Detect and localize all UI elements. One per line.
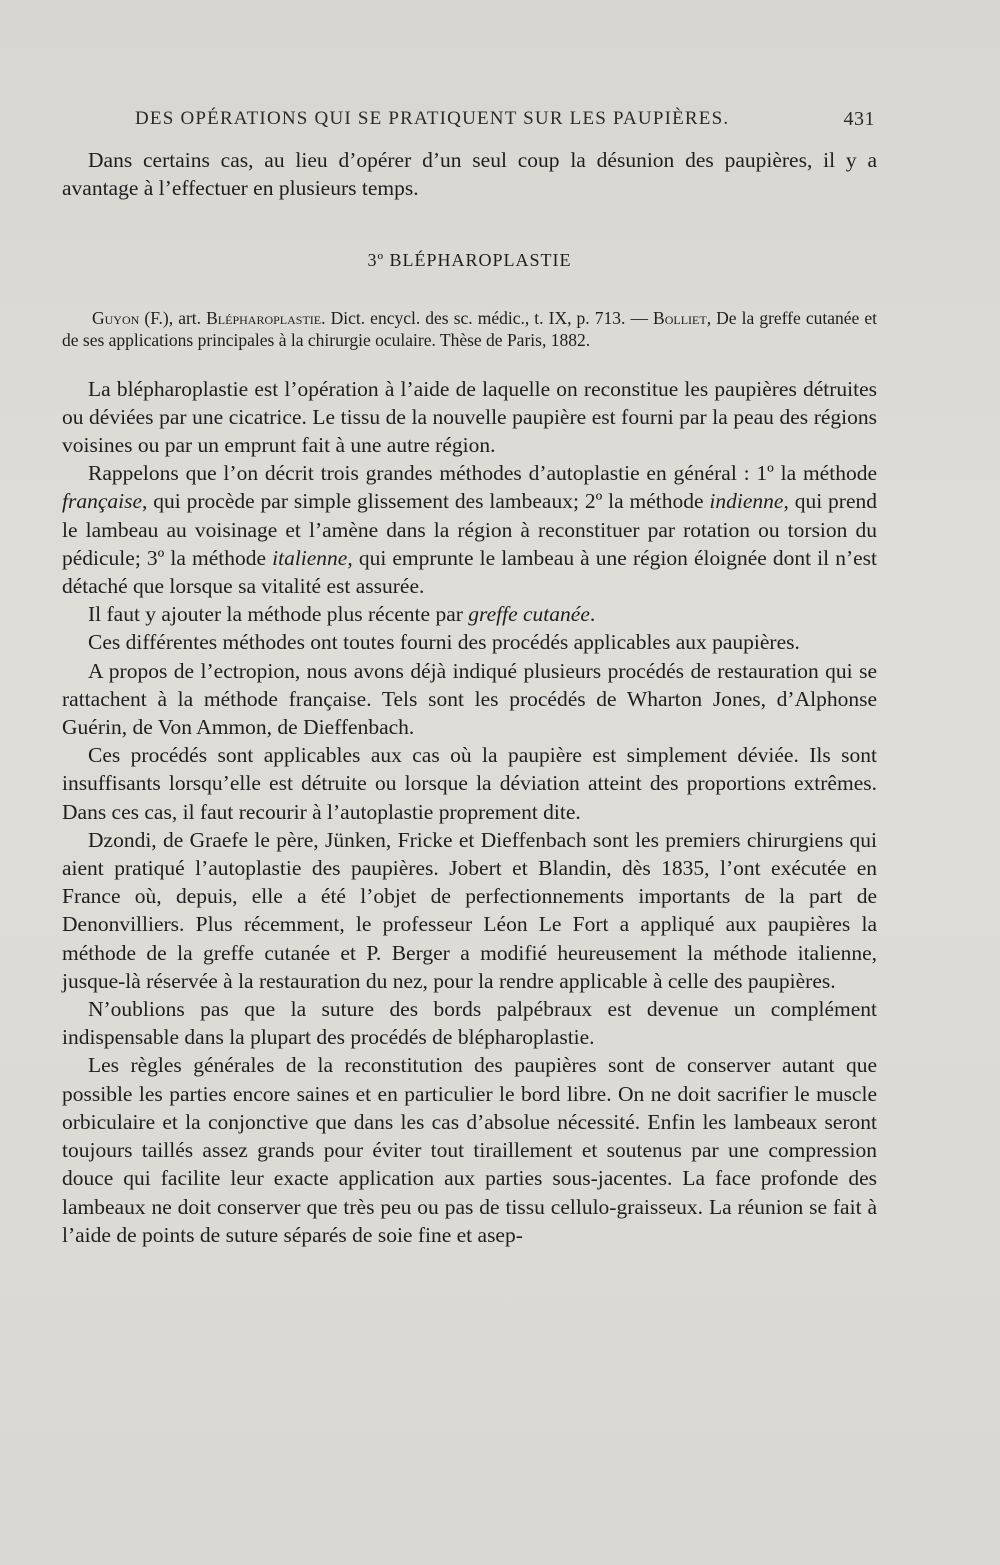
paragraph-8: N’oublions pas que la suture des bords palpébraux est devenue un complément indispensable dans la plupart des procédés de blépharoplastie.: [62, 997, 877, 1050]
body-text: [62, 146, 877, 1249]
paragraph-5: A propos de l’ectropion, nous avons déjà indiqué plusieurs procédés de restauration qui se rattachent à la méthode française. Tels sont les procédés de Wharton Jones, d’Alphonse Guérin, de Von Ammon, de Dieffenbach.: [62, 658, 877, 740]
bib-author-guyon: Guyon: [92, 307, 140, 328]
intro-paragraph: Dans certains cas, au lieu d’opérer d’un seul coup la désunion des paupières, il y a avantage à l’effectuer en plusieurs temps.: [62, 148, 877, 201]
p3-greffe: greffe cutanée: [468, 602, 590, 627]
bib-article: Blépharoplastie: [206, 307, 322, 328]
paragraph-9: Les règles générales de la reconstitution des paupières sont de conserver autant que possible les parties encore saines et en particulier le bord libre. On ne doit sacrifier le muscle orbiculaire et la conjonctive que dans les cas d’absolue nécessité. Enfin les lambeaux seront toujours taillés assez grands pour éviter tout tiraillement et soutenus par une compression douce qui facilite leur exacte application aux parties sous-jacentes. La face profonde des lambeaux ne doit conserver que très peu ou pas de tissu cellulo-graisseux. La réunion se fait à l’aide de points de suture séparés de soie fine et asep-: [62, 1053, 877, 1247]
p2-italienne: italienne: [272, 545, 348, 570]
p2-indienne: indienne: [709, 489, 784, 514]
bibliography: [62, 307, 877, 351]
p2-text-d: , qui emprunte le lambeau à une région éloignée dont il n’est détaché que lorsque sa vitalité est assurée.: [62, 545, 878, 599]
paragraph-1: La blépharoplastie est l’opération à l’aide de laquelle on reconstitue les paupières détruites ou déviées par une cicatrice. Le tissu de la nouvelle paupière est fourni par la peau des régions voisines ou par un emprunt fait à une autre région.: [62, 376, 877, 458]
bib-source: . Dict. encycl. des sc. médic., t. IX, p. 713. —: [321, 307, 654, 328]
running-title: DES OPÉRATIONS QUI SE PRATIQUENT SUR LES PAUPIÈRES.: [135, 108, 730, 129]
bib-ref1: (F.), art.: [139, 307, 207, 328]
bib-ref2: , De la greffe cutanée et de ses applications principales à la chirurgie oculaire. Thèse de Paris, 1882.: [62, 307, 877, 350]
p2-francaise: française: [62, 489, 143, 514]
p3-text-a: Il faut y ajouter la méthode plus récente par: [88, 602, 469, 627]
paragraph-7: Dzondi, de Graefe le père, Jünken, Fricke et Dieffenbach sont les premiers chirurgiens qui aient pratiqué l’autoplastie des paupières. Jobert et Blandin, dès 1835, l’ont exécutée en France où, depuis, elle a été l’objet de perfectionnements importants de la part de Denonvilliers. Plus récemment, le professeur Léon Le Fort a appliqué aux paupières la méthode de la greffe cutanée et P. Berger a modifié heureusement la méthode italienne, jusque-là réservée à la restauration du nez, pour la rendre applicable à celle des paupières.: [62, 827, 877, 993]
section-title: 3º BLÉPHAROPLASTIE: [367, 250, 572, 271]
page-header: [135, 108, 875, 130]
p2-text-a: Rappelons que l’on décrit trois grandes méthodes d’autoplastie en général : 1º la méthode: [88, 461, 877, 486]
paragraph-6: Ces procédés sont applicables aux cas où la paupière est simplement déviée. Ils sont insuffisants lorsqu’elle est détruite ou lorsque la déviation atteint des proportions extrêmes. Dans ces cas, il faut recourir à l’autoplastie proprement dite.: [62, 743, 877, 824]
p3-text-b: .: [589, 602, 596, 627]
p2-text-b: , qui procède par simple glissement des lambeaux; 2º la méthode: [142, 489, 710, 514]
bib-author-bolliet: Bolliet: [653, 307, 707, 328]
paragraph-2: [62, 459, 877, 600]
page-number: 431: [843, 108, 875, 130]
p2-text-c: , qui prend le lambeau au voisinage et l’amène dans la région à reconstituer par rotation ou torsion du pédicule; 3º la méthode: [62, 489, 877, 570]
paragraph-3: [62, 600, 877, 628]
paragraph-4: Ces différentes méthodes ont toutes fourni des procédés applicables aux paupières.: [88, 630, 800, 655]
